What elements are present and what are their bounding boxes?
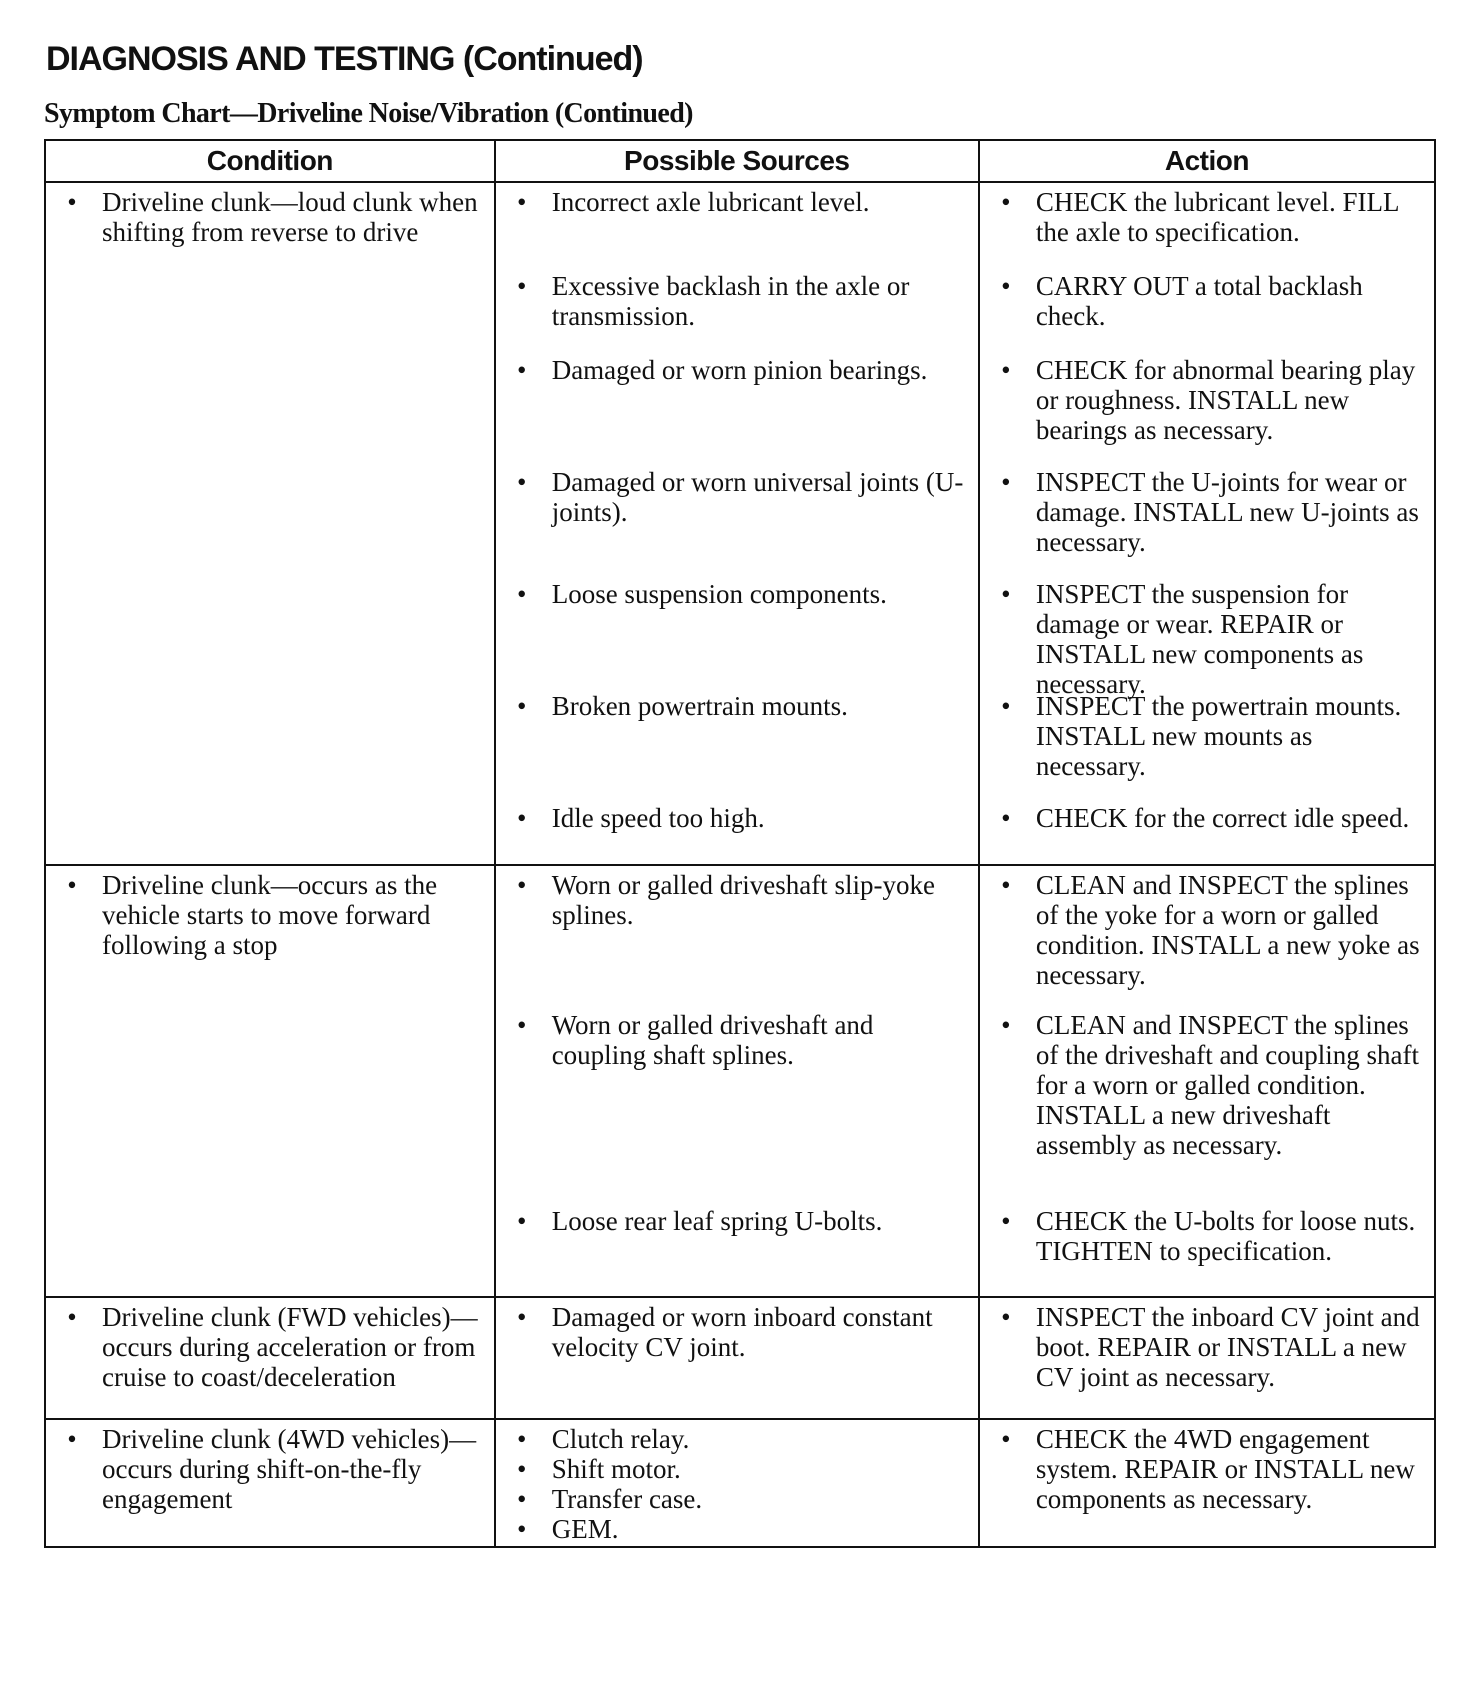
action-item <box>990 579 1424 699</box>
bullet-icon: • <box>516 271 527 301</box>
action-item <box>990 355 1424 445</box>
condition-item <box>56 870 484 960</box>
source-item-text: Incorrect axle lubricant level. <box>551 187 870 217</box>
bullet-icon: • <box>516 187 527 217</box>
bullet-icon: • <box>516 1424 527 1454</box>
table-row <box>45 865 1435 1297</box>
bullet-icon: • <box>516 579 527 609</box>
condition-item-text: Driveline clunk—occurs as the vehicle starts to move forward following a stop <box>102 870 438 960</box>
action-item <box>990 691 1424 781</box>
source-block <box>506 691 968 803</box>
source-item <box>506 803 968 833</box>
source-item-text: Transfer case. <box>551 1484 703 1514</box>
source-item <box>506 1206 968 1236</box>
action-cell <box>979 1297 1435 1419</box>
action-item <box>990 271 1424 331</box>
chart-title: Symptom Chart—Driveline Noise/Vibration (Continued) <box>44 98 693 129</box>
bullet-icon: • <box>516 467 527 497</box>
action-cell <box>979 1419 1435 1547</box>
source-item <box>506 870 968 930</box>
action-item-text: CHECK the U-bolts for loose nuts. TIGHTEN to specification. <box>1035 1206 1416 1266</box>
action-block <box>990 355 1424 467</box>
symptom-chart-table <box>44 139 1436 1548</box>
action-item-text: CARRY OUT a total backlash check. <box>1035 271 1363 331</box>
table-row <box>45 182 1435 865</box>
source-item <box>506 1454 968 1484</box>
action-item-text: CHECK the lubricant level. FILL the axle to specification. <box>1035 187 1399 247</box>
source-item-text: Idle speed too high. <box>551 803 765 833</box>
action-block <box>990 1302 1424 1414</box>
bullet-icon: • <box>1001 271 1011 301</box>
source-item-text: Worn or galled driveshaft slip-yoke splines. <box>551 870 935 930</box>
bullet-icon: • <box>1001 1302 1011 1332</box>
source-item <box>506 271 968 331</box>
bullet-icon: • <box>516 691 527 721</box>
condition-cell <box>45 865 495 1297</box>
action-item <box>990 1424 1424 1514</box>
bullet-icon: • <box>516 355 527 385</box>
action-item <box>990 870 1424 990</box>
bullet-icon: • <box>516 1514 527 1544</box>
action-block <box>990 1206 1424 1290</box>
bullet-icon: • <box>516 1010 527 1040</box>
source-item-text: Loose suspension components. <box>551 579 887 609</box>
source-block <box>506 870 968 1010</box>
condition-item-text: Driveline clunk (FWD vehicles)—occurs during acceleration or from cruise to coast/deceleration <box>102 1302 478 1392</box>
source-block <box>506 1010 968 1206</box>
action-item <box>990 1206 1424 1266</box>
bullet-icon: • <box>1001 803 1011 833</box>
bullet-icon: • <box>1001 870 1011 900</box>
source-item <box>506 467 968 527</box>
action-item-text: INSPECT the inboard CV joint and boot. REPAIR or INSTALL a new CV joint as necessary. <box>1035 1302 1420 1392</box>
source-item-text: Broken powertrain mounts. <box>551 691 848 721</box>
source-item-text: GEM. <box>551 1514 619 1544</box>
source-block <box>506 467 968 579</box>
condition-item <box>56 1424 484 1514</box>
source-item <box>506 1302 968 1362</box>
bullet-icon: • <box>1001 467 1011 497</box>
action-block <box>990 870 1424 1010</box>
action-item-text: CLEAN and INSPECT the splines of the driveshaft and coupling shaft for a worn or galled condition. INSTALL a new driveshaft assembly as necessary. <box>1035 1010 1419 1160</box>
possible-sources-cell <box>495 1419 979 1547</box>
action-cell <box>979 182 1435 865</box>
source-block <box>506 1206 968 1290</box>
action-item <box>990 1302 1424 1392</box>
source-item-text: Clutch relay. <box>551 1424 690 1454</box>
action-item-text: INSPECT the powertrain mounts. INSTALL new mounts as necessary. <box>1035 691 1402 781</box>
condition-item <box>56 187 484 247</box>
action-block <box>990 187 1424 271</box>
column-header-action: Action <box>979 140 1435 182</box>
bullet-icon: • <box>516 803 527 833</box>
action-item-text: CHECK for the correct idle speed. <box>1035 803 1410 833</box>
section-heading: DIAGNOSIS AND TESTING (Continued) <box>46 40 643 78</box>
source-item <box>506 1424 968 1454</box>
condition-item <box>56 1302 484 1392</box>
source-item-text: Damaged or worn universal joints (U-joints). <box>551 467 964 527</box>
source-block <box>506 187 968 271</box>
action-item-text: CHECK for abnormal bearing play or roughness. INSTALL new bearings as necessary. <box>1035 355 1416 445</box>
action-block <box>990 467 1424 579</box>
source-item <box>506 1010 968 1070</box>
table-header-row <box>45 140 1435 182</box>
condition-item-text: Driveline clunk—loud clunk when shifting from reverse to drive <box>102 187 478 247</box>
table-row <box>45 1297 1435 1419</box>
bullet-icon: • <box>67 1424 77 1454</box>
source-item <box>506 355 968 385</box>
source-block <box>506 579 968 691</box>
source-item-text: Damaged or worn pinion bearings. <box>551 355 928 385</box>
action-block <box>990 803 1424 859</box>
action-item-text: INSPECT the suspension for damage or wear. REPAIR or INSTALL new components as necessary. <box>1035 579 1364 699</box>
table-body <box>45 182 1435 1547</box>
action-block <box>990 1010 1424 1206</box>
source-item-text: Loose rear leaf spring U-bolts. <box>551 1206 883 1236</box>
condition-item-text: Driveline clunk (4WD vehicles)—occurs during shift-on-the-fly engagement <box>102 1424 477 1514</box>
source-item-text: Damaged or worn inboard constant velocity CV joint. <box>551 1302 933 1362</box>
bullet-icon: • <box>1001 1206 1011 1236</box>
bullet-icon: • <box>1001 355 1011 385</box>
bullet-icon: • <box>516 1454 527 1484</box>
column-header-condition: Condition <box>45 140 495 182</box>
condition-cell <box>45 1419 495 1547</box>
column-header-possible-sources: Possible Sources <box>495 140 979 182</box>
source-item <box>506 691 968 721</box>
source-item-text: Worn or galled driveshaft and coupling shaft splines. <box>551 1010 874 1070</box>
source-block <box>506 271 968 355</box>
bullet-icon: • <box>67 1302 77 1332</box>
source-item-text: Shift motor. <box>551 1454 681 1484</box>
source-block <box>506 1302 968 1414</box>
action-item <box>990 1010 1424 1160</box>
source-block <box>506 803 968 859</box>
condition-cell <box>45 1297 495 1419</box>
bullet-icon: • <box>1001 691 1011 721</box>
condition-cell <box>45 182 495 865</box>
action-item <box>990 467 1424 557</box>
bullet-icon: • <box>1001 579 1011 609</box>
source-item <box>506 579 968 609</box>
bullet-icon: • <box>516 1484 527 1514</box>
possible-sources-cell <box>495 182 979 865</box>
action-item <box>990 187 1424 247</box>
action-block <box>990 579 1424 699</box>
table-row <box>45 1419 1435 1547</box>
bullet-icon: • <box>67 870 77 900</box>
action-item-text: CHECK the 4WD engagement system. REPAIR or INSTALL new components as necessary. <box>1035 1424 1415 1514</box>
source-item <box>506 1484 968 1514</box>
source-item-text: Excessive backlash in the axle or transmission. <box>551 271 910 331</box>
action-cell <box>979 865 1435 1297</box>
bullet-icon: • <box>1001 187 1011 217</box>
action-block <box>990 691 1424 803</box>
bullet-icon: • <box>1001 1424 1011 1454</box>
possible-sources-cell <box>495 865 979 1297</box>
bullet-icon: • <box>1001 1010 1011 1040</box>
source-block <box>506 355 968 467</box>
action-block <box>990 271 1424 355</box>
bullet-icon: • <box>516 1206 527 1236</box>
source-item <box>506 1514 968 1544</box>
action-item-text: CLEAN and INSPECT the splines of the yoke for a worn or galled condition. INSTALL a new yoke as necessary. <box>1035 870 1420 990</box>
bullet-icon: • <box>516 1302 527 1332</box>
bullet-icon: • <box>516 870 527 900</box>
possible-sources-cell <box>495 1297 979 1419</box>
action-item <box>990 803 1424 833</box>
source-item <box>506 187 968 217</box>
bullet-icon: • <box>67 187 77 217</box>
action-item-text: INSPECT the U-joints for wear or damage. INSTALL new U-joints as necessary. <box>1035 467 1419 557</box>
